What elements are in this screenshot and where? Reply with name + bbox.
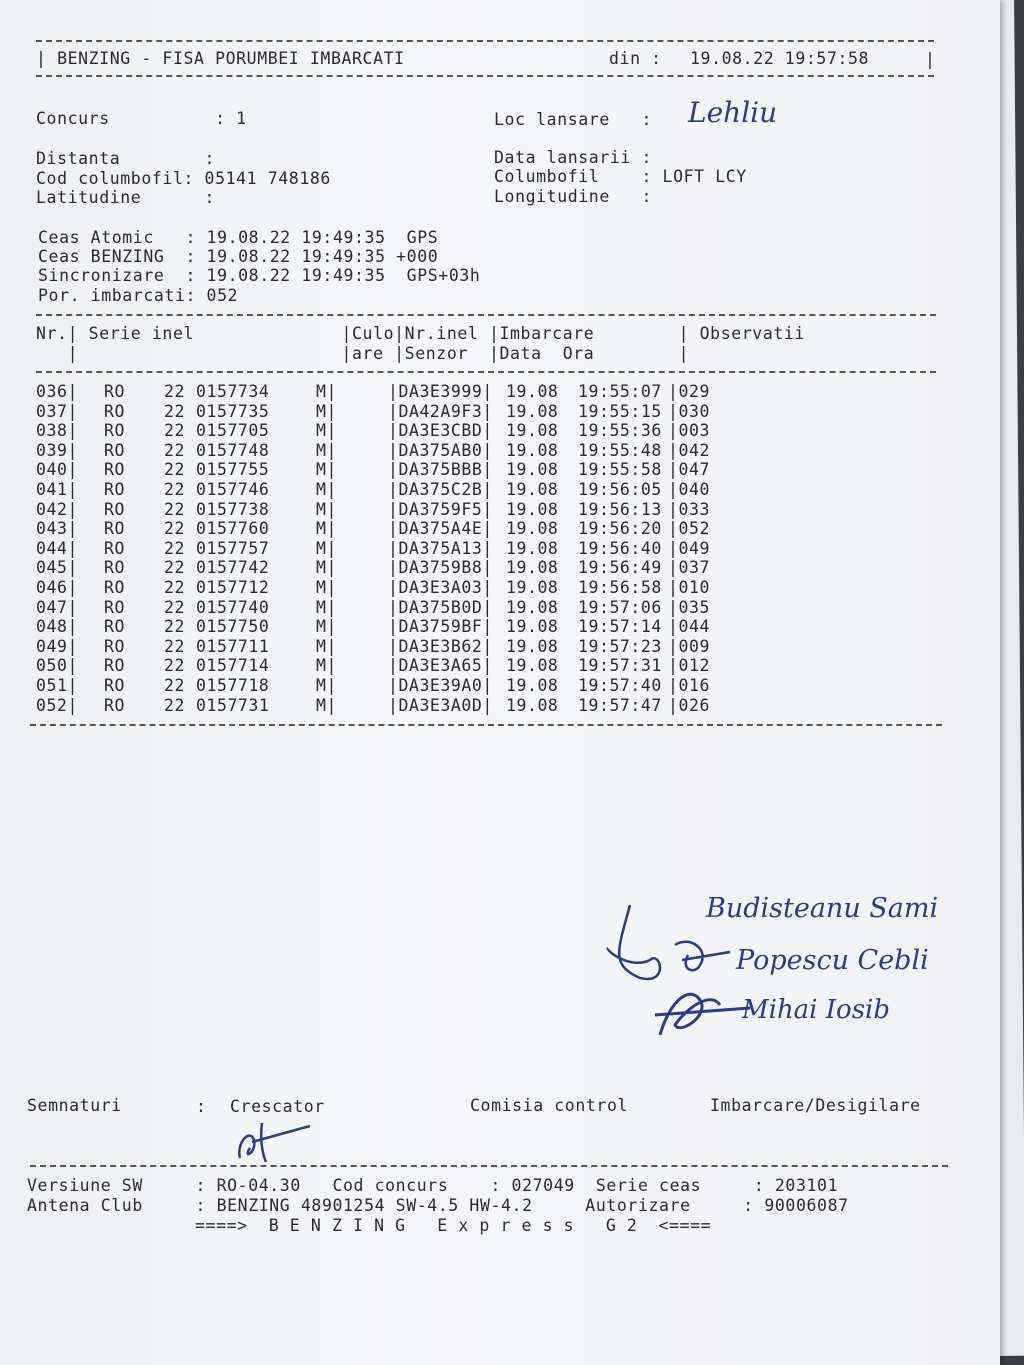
- row-country: RO: [104, 401, 125, 421]
- row-nr: 051|: [36, 676, 78, 695]
- row-time: 19:56:05: [578, 480, 662, 499]
- row-sensor: |DA3759B8|: [388, 558, 493, 578]
- columbofil-field: Columbofil : LOFT LCY: [494, 167, 747, 186]
- row-sex: M|: [316, 421, 337, 441]
- row-time: 19:57:06: [578, 597, 662, 617]
- print-datetime: 19.08.22 19:57:58: [690, 49, 870, 68]
- row-nr: 043|: [36, 519, 78, 539]
- row-ring-number: 0157712: [196, 578, 270, 597]
- row-ring-number: 0157742: [196, 558, 270, 578]
- por-imbarcati-field: Por. imbarcati: 052: [38, 286, 239, 305]
- row-date: 19.08: [506, 499, 559, 519]
- row-date: 19.08: [506, 578, 559, 597]
- row-sex: M|: [316, 656, 337, 676]
- row-sex: M|: [316, 382, 337, 401]
- row-date: 19.08: [506, 538, 559, 558]
- row-year: 22: [164, 440, 185, 460]
- row-nr: 048|: [36, 617, 78, 637]
- row-observatii: |010: [668, 578, 710, 597]
- row-sensor: |DA375B0D|: [388, 597, 493, 617]
- row-sensor: |DA375A4E|: [388, 519, 493, 539]
- row-date: 19.08: [506, 421, 559, 441]
- row-ring-number: 0157734: [196, 382, 270, 401]
- row-time: 19:55:07: [578, 382, 662, 401]
- row-ring-number: 0157711: [196, 636, 270, 656]
- signature-line-1: Budisteanu Sami: [706, 893, 939, 924]
- row-country: RO: [104, 480, 125, 499]
- row-country: RO: [104, 558, 125, 578]
- row-nr: 036|: [36, 382, 78, 401]
- row-nr: 050|: [36, 656, 78, 676]
- table-header-line2: | |are |Senzor |Data Ora |: [36, 344, 690, 363]
- row-date: 19.08: [506, 440, 559, 460]
- row-country: RO: [104, 499, 125, 519]
- row-time: 19:55:36: [578, 421, 662, 441]
- latitudine-field: Latitudine :: [36, 188, 216, 207]
- row-sensor: |DA3E3CBD|: [388, 421, 493, 441]
- row-country: RO: [104, 538, 125, 558]
- row-year: 22: [164, 401, 185, 421]
- row-time: 19:55:58: [578, 460, 662, 480]
- row-date: 19.08: [506, 617, 559, 637]
- row-sensor: |DA375C2B|: [388, 480, 493, 499]
- loc-lansare-handwritten: Lehliu: [688, 96, 778, 129]
- data-lansarii-field: Data lansarii :: [494, 148, 653, 167]
- row-time: 19:57:14: [578, 617, 662, 637]
- row-time: 19:57:40: [578, 676, 662, 695]
- row-nr: 047|: [36, 597, 78, 617]
- row-time: 19:56:49: [578, 558, 662, 578]
- row-time: 19:57:47: [578, 695, 662, 715]
- row-date: 19.08: [506, 656, 559, 676]
- row-year: 22: [164, 480, 185, 499]
- table-header-line1: Nr.| Serie inel |Culo|Nr.inel |Imbarcare | Observatii: [36, 324, 805, 343]
- row-country: RO: [104, 460, 125, 480]
- row-time: 19:55:15: [578, 401, 662, 421]
- row-ring-number: 0157746: [196, 480, 270, 499]
- row-year: 22: [164, 499, 185, 519]
- row-time: 19:55:48: [578, 440, 662, 460]
- row-observatii: |026: [668, 695, 710, 715]
- row-time: 19:57:23: [578, 636, 662, 656]
- row-date: 19.08: [506, 636, 559, 656]
- row-ring-number: 0157748: [196, 440, 270, 460]
- row-ring-number: 0157755: [196, 460, 270, 480]
- row-sex: M|: [316, 538, 337, 558]
- row-sensor: |DA3E3A03|: [388, 578, 493, 597]
- crescator-label: Crescator: [230, 1097, 325, 1116]
- signature-line-2: Popescu Cebli: [736, 945, 929, 976]
- row-observatii: |009: [668, 636, 710, 656]
- row-sensor: |DA3E39A0|: [388, 676, 493, 695]
- row-sensor: |DA42A9F3|: [388, 401, 493, 421]
- row-sex: M|: [316, 695, 337, 715]
- row-year: 22: [164, 382, 185, 401]
- row-sensor: |DA3E3A65|: [388, 656, 493, 676]
- row-nr: 041|: [36, 480, 78, 499]
- row-year: 22: [164, 578, 185, 597]
- row-sensor: |DA3759BF|: [388, 617, 493, 637]
- row-country: RO: [104, 617, 125, 637]
- row-time: 19:56:20: [578, 519, 662, 539]
- row-sex: M|: [316, 519, 337, 539]
- row-year: 22: [164, 617, 185, 637]
- row-ring-number: 0157750: [196, 617, 270, 637]
- row-nr: 046|: [36, 578, 78, 597]
- loc-lansare-label: Loc lansare :: [494, 110, 653, 129]
- row-sensor: |DA3E3A0D|: [388, 695, 493, 715]
- table-bottom-divider: [30, 724, 942, 726]
- row-ring-number: 0157757: [196, 538, 270, 558]
- row-country: RO: [104, 440, 125, 460]
- row-country: RO: [104, 656, 125, 676]
- row-country: RO: [104, 519, 125, 539]
- row-nr: 039|: [36, 440, 78, 460]
- row-country: RO: [104, 382, 125, 401]
- row-nr: 044|: [36, 538, 78, 558]
- row-date: 19.08: [506, 460, 559, 480]
- row-sensor: |DA3E3999|: [388, 382, 493, 401]
- row-nr: 045|: [36, 558, 78, 578]
- row-observatii: |012: [668, 656, 710, 676]
- row-observatii: |040: [668, 480, 710, 499]
- table-top-divider: [36, 314, 936, 316]
- sincronizare-field: Sincronizare : 19.08.22 19:49:35 GPS+03h: [38, 266, 481, 285]
- row-sex: M|: [316, 440, 337, 460]
- row-sex: M|: [316, 480, 337, 499]
- row-sex: M|: [316, 636, 337, 656]
- row-country: RO: [104, 676, 125, 695]
- antena-club-line: Antena Club : BENZING 48901254 SW-4.5 HW-4.2 Autorizare : 90006087: [27, 1196, 849, 1215]
- row-year: 22: [164, 636, 185, 656]
- table-header-divider: [36, 371, 936, 373]
- row-date: 19.08: [506, 695, 559, 715]
- row-ring-number: 0157705: [196, 421, 270, 441]
- imbarcare-desigilare-label: Imbarcare/Desigilare: [710, 1096, 921, 1115]
- row-sex: M|: [316, 597, 337, 617]
- row-ring-number: 0157735: [196, 401, 270, 421]
- row-nr: 037|: [36, 401, 78, 421]
- row-sex: M|: [316, 617, 337, 637]
- row-observatii: |033: [668, 499, 710, 519]
- row-date: 19.08: [506, 676, 559, 695]
- row-sex: M|: [316, 460, 337, 480]
- crescator-signature: [232, 1118, 322, 1168]
- distanta-field: Distanta :: [36, 149, 216, 168]
- row-sensor: |DA3759F5|: [388, 499, 493, 519]
- row-sex: M|: [316, 401, 337, 421]
- row-sex: M|: [316, 499, 337, 519]
- row-year: 22: [164, 538, 185, 558]
- row-observatii: |035: [668, 597, 710, 617]
- row-ring-number: 0157738: [196, 499, 270, 519]
- ceas-atomic-field: Ceas Atomic : 19.08.22 19:49:35 GPS: [38, 228, 439, 247]
- header-top-divider: [36, 40, 934, 42]
- row-year: 22: [164, 656, 185, 676]
- row-sex: M|: [316, 676, 337, 695]
- footer-top-divider: [30, 1165, 948, 1167]
- row-country: RO: [104, 421, 125, 441]
- versiune-sw-line: Versiune SW : RO-04.30 Cod concurs : 027049 Serie ceas : 203101: [27, 1176, 839, 1195]
- row-nr: 049|: [36, 636, 78, 656]
- header-right-bar: |: [925, 50, 936, 69]
- row-ring-number: 0157760: [196, 519, 270, 539]
- row-observatii: |003: [668, 421, 710, 441]
- semnaturi-colon: :: [196, 1097, 207, 1116]
- row-year: 22: [164, 597, 185, 617]
- row-observatii: |030: [668, 401, 710, 421]
- cod-columbofil-field: Cod columbofil: 05141 748186: [36, 169, 331, 188]
- row-nr: 040|: [36, 460, 78, 480]
- row-time: 19:56:58: [578, 578, 662, 597]
- form-title: | BENZING - FISA PORUMBEI IMBARCATI: [36, 49, 405, 68]
- header-bottom-divider: [36, 75, 934, 77]
- row-nr: 038|: [36, 421, 78, 441]
- row-year: 22: [164, 519, 185, 539]
- row-sensor: |DA3E3B62|: [388, 636, 493, 656]
- row-country: RO: [104, 597, 125, 617]
- row-year: 22: [164, 558, 185, 578]
- row-sensor: |DA375A13|: [388, 538, 493, 558]
- semnaturi-label: Semnaturi: [27, 1096, 122, 1115]
- row-sex: M|: [316, 558, 337, 578]
- row-time: 19:57:31: [578, 656, 662, 676]
- row-year: 22: [164, 676, 185, 695]
- row-sensor: |DA375AB0|: [388, 440, 493, 460]
- benzing-express-banner: ====> B E N Z I N G E x p r e s s G 2 <====: [195, 1216, 712, 1235]
- row-sensor: |DA375BBB|: [388, 460, 493, 480]
- row-observatii: |052: [668, 519, 710, 539]
- row-ring-number: 0157714: [196, 656, 270, 676]
- row-observatii: |042: [668, 440, 710, 460]
- row-sex: M|: [316, 578, 337, 597]
- row-country: RO: [104, 636, 125, 656]
- row-year: 22: [164, 421, 185, 441]
- row-observatii: |049: [668, 538, 710, 558]
- row-observatii: |037: [668, 558, 710, 578]
- row-year: 22: [164, 695, 185, 715]
- row-time: 19:56:13: [578, 499, 662, 519]
- row-ring-number: 0157731: [196, 695, 270, 715]
- signature-line-3: Mihai Iosib: [742, 995, 890, 1025]
- row-date: 19.08: [506, 401, 559, 421]
- row-nr: 052|: [36, 695, 78, 715]
- comisia-control-label: Comisia control: [470, 1096, 629, 1115]
- row-date: 19.08: [506, 597, 559, 617]
- row-date: 19.08: [506, 519, 559, 539]
- longitudine-field: Longitudine :: [494, 187, 653, 206]
- row-ring-number: 0157740: [196, 597, 270, 617]
- row-date: 19.08: [506, 480, 559, 499]
- row-year: 22: [164, 460, 185, 480]
- concurs-field: Concurs : 1: [36, 109, 247, 128]
- row-country: RO: [104, 695, 125, 715]
- row-nr: 042|: [36, 499, 78, 519]
- row-observatii: |044: [668, 617, 710, 637]
- row-ring-number: 0157718: [196, 676, 270, 695]
- row-date: 19.08: [506, 558, 559, 578]
- row-country: RO: [104, 578, 125, 597]
- row-observatii: |047: [668, 460, 710, 480]
- row-time: 19:56:40: [578, 538, 662, 558]
- row-date: 19.08: [506, 382, 559, 401]
- row-observatii: |016: [668, 676, 710, 695]
- row-observatii: |029: [668, 382, 710, 401]
- ceas-benzing-field: Ceas BENZING : 19.08.22 19:49:35 +000: [38, 247, 439, 266]
- print-date-label: din :: [609, 49, 662, 68]
